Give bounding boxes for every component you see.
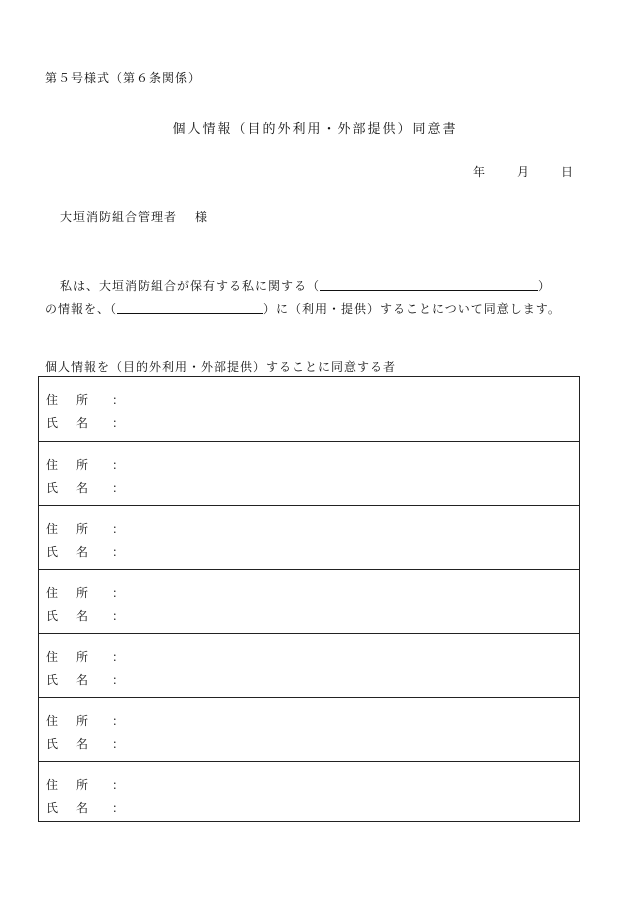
name-label: 氏名 [46,801,107,815]
field-colon: ： [112,416,125,430]
field-colon: ： [112,737,125,751]
date-month-label: 月 [517,165,530,179]
name-label: 氏名 [46,737,107,751]
signatory-row [39,697,579,761]
field-colon: ： [112,545,125,559]
address-field[interactable] [46,712,124,729]
date-line [0,163,630,179]
field-colon: ： [112,458,125,472]
field-colon: ： [112,673,125,687]
signatory-row [39,761,579,825]
name-field[interactable] [46,671,124,688]
signatory-table [38,376,580,822]
address-label: 住所 [46,714,107,728]
field-colon: ： [112,393,125,407]
address-field[interactable] [46,648,124,665]
address-field[interactable] [46,520,124,537]
field-colon: ： [112,481,125,495]
name-label: 氏名 [46,481,107,495]
field-colon: ： [112,650,125,664]
name-label: 氏名 [46,609,107,623]
address-field[interactable] [46,391,124,408]
signatory-row [39,505,579,569]
address-field[interactable] [46,456,124,473]
information-blank[interactable] [320,278,538,291]
name-field[interactable] [46,414,124,431]
address-label: 住所 [46,778,107,792]
address-label: 住所 [46,650,107,664]
date-day-label: 日 [561,165,574,179]
field-colon: ： [112,586,125,600]
document-title: 個人情報（目的外利用・外部提供）同意書 [172,122,458,137]
name-field[interactable] [46,607,124,624]
address-field[interactable] [46,776,124,793]
name-field[interactable] [46,735,124,752]
consent-text-line-1-suffix: ） [538,279,552,293]
form-number: 第５号様式（第６条関係） [45,71,202,85]
date-year-label: 年 [473,165,486,179]
field-colon: ： [112,522,125,536]
name-label: 氏名 [46,673,107,687]
field-colon: ： [112,714,125,728]
name-label: 氏名 [46,416,107,430]
consent-text-line-2-prefix: の情報を、（ [45,302,118,316]
signatory-row [39,633,579,697]
signatory-row [39,441,579,505]
consent-text-line-1 [60,277,551,294]
consent-text-line-2-suffix: ）に（利用・提供）することについて同意します。 [263,302,561,316]
field-colon: ： [112,801,125,815]
name-field[interactable] [46,543,124,560]
addressee [60,208,208,225]
field-colon: ： [112,609,125,623]
signatory-table-heading: 個人情報を（目的外利用・外部提供）することに同意する者 [45,360,397,374]
name-field[interactable] [46,799,124,816]
address-label: 住所 [46,522,107,536]
address-label: 住所 [46,458,107,472]
addressee-name: 大垣消防組合管理者 [60,210,178,224]
addressee-honorific: 様 [195,210,209,224]
signatory-row [39,569,579,633]
signatory-row [39,377,579,441]
consent-text-line-2 [45,300,561,317]
field-colon: ： [112,778,125,792]
name-label: 氏名 [46,545,107,559]
address-field[interactable] [46,584,124,601]
recipient-blank[interactable] [117,301,263,314]
name-field[interactable] [46,479,124,496]
consent-text-line-1-prefix: 私は、大垣消防組合が保有する私に関する（ [60,279,321,293]
address-label: 住所 [46,586,107,600]
address-label: 住所 [46,393,107,407]
